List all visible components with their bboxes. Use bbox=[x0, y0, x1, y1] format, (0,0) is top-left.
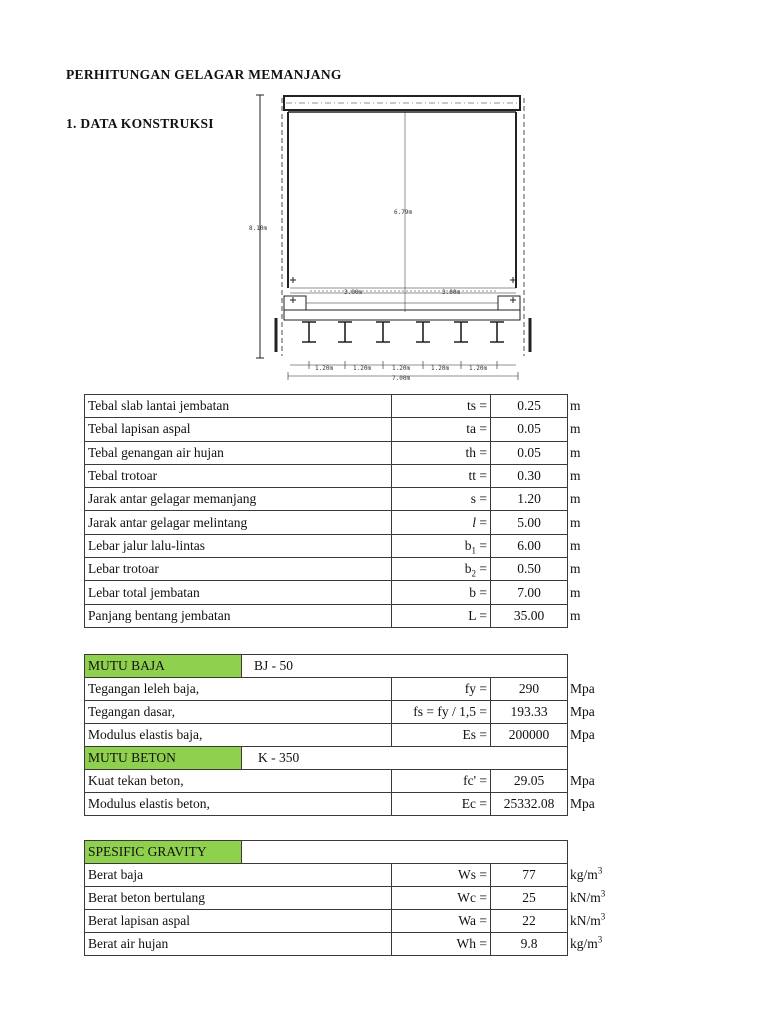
steel-grade-header: MUTU BAJA bbox=[85, 655, 242, 678]
table-row bbox=[85, 534, 622, 557]
spacing-label-3: 1.20m bbox=[392, 365, 411, 372]
table-row bbox=[85, 678, 622, 701]
table-row bbox=[85, 581, 622, 604]
row-symbol: L = bbox=[392, 604, 491, 627]
row-symbol: b = bbox=[392, 581, 491, 604]
row-symbol: Wc = bbox=[392, 887, 491, 910]
table-row bbox=[85, 418, 622, 441]
row-label: Tebal slab lantai jembatan bbox=[85, 395, 392, 418]
total-width-dimension-label: 7.00m bbox=[392, 375, 411, 382]
table-row bbox=[85, 395, 622, 418]
row-unit: $kg/m^3$ bbox=[570, 934, 603, 951]
row-label: Tebal lapisan aspal bbox=[85, 418, 392, 441]
row-unit: Mpa bbox=[570, 773, 595, 788]
table-row bbox=[85, 887, 622, 910]
row-value: 290 bbox=[491, 678, 568, 701]
spacing-label-4: 1.20m bbox=[431, 365, 450, 372]
row-label: Panjang bentang jembatan bbox=[85, 604, 392, 627]
row-value: 25332.08 bbox=[491, 793, 568, 816]
row-value: 0.05 bbox=[491, 418, 568, 441]
row-symbol: Ec = bbox=[392, 793, 491, 816]
row-unit: m bbox=[570, 421, 581, 437]
row-label: Tegangan leleh baja, bbox=[85, 678, 392, 701]
row-label: Tebal trotoar bbox=[85, 464, 392, 487]
spacing-label-1: 1.20m bbox=[315, 365, 334, 372]
table-row bbox=[85, 511, 622, 534]
row-value: 7.00 bbox=[491, 581, 568, 604]
row-symbol: th = bbox=[392, 441, 491, 464]
row-unit: Mpa bbox=[570, 704, 595, 719]
row-unit: m bbox=[570, 561, 581, 577]
document-title: PERHITUNGAN GELAGAR MEMANJANG bbox=[66, 67, 342, 82]
row-symbol: fs = fy / 1,5 = bbox=[392, 701, 491, 724]
row-unit: Mpa bbox=[570, 727, 595, 742]
row-label: Jarak antar gelagar memanjang bbox=[85, 488, 392, 511]
row-symbol: tt = bbox=[392, 464, 491, 487]
row-symbol: fy = bbox=[392, 678, 491, 701]
row-symbol: l = bbox=[392, 511, 491, 534]
row-value: 6.00 bbox=[491, 534, 568, 557]
table-row bbox=[85, 910, 622, 933]
table-row bbox=[85, 558, 622, 581]
materials-table bbox=[84, 654, 622, 816]
row-symbol: fc' = bbox=[392, 770, 491, 793]
concrete-grade-header: MUTU BETON bbox=[85, 747, 242, 770]
table-row bbox=[85, 441, 622, 464]
row-label: Jarak antar gelagar melintang bbox=[85, 511, 392, 534]
row-label: Tegangan dasar, bbox=[85, 701, 392, 724]
row-symbol: Wh = bbox=[392, 933, 491, 956]
row-label: Kuat tekan beton, bbox=[85, 770, 392, 793]
row-unit: m bbox=[570, 584, 581, 600]
table-row bbox=[85, 864, 622, 887]
specific-gravity-header: SPESIFIC GRAVITY bbox=[85, 841, 242, 864]
table-row bbox=[85, 701, 622, 724]
row-label: Berat baja bbox=[85, 864, 392, 887]
row-unit: m bbox=[570, 468, 581, 484]
row-value: 9.8 bbox=[491, 933, 568, 956]
table-row bbox=[85, 793, 622, 816]
row-unit: m bbox=[570, 514, 581, 530]
row-label: Berat lapisan aspal bbox=[85, 910, 392, 933]
row-symbol: Wa = bbox=[392, 910, 491, 933]
table-row bbox=[85, 841, 622, 864]
row-label: Lebar trotoar bbox=[85, 558, 392, 581]
row-unit: m bbox=[570, 537, 581, 553]
row-value: 0.05 bbox=[491, 441, 568, 464]
row-value: 25 bbox=[491, 887, 568, 910]
row-value: 0.25 bbox=[491, 395, 568, 418]
row-unit: $kg/m^3$ bbox=[570, 865, 603, 882]
row-value: 29.05 bbox=[491, 770, 568, 793]
specific-gravity-table bbox=[84, 840, 622, 956]
row-unit: $kN/m^3$ bbox=[570, 888, 606, 905]
lane-right-dimension-label: 3.00m bbox=[442, 289, 461, 296]
row-value: 77 bbox=[491, 864, 568, 887]
table-row bbox=[85, 488, 622, 511]
row-unit: Mpa bbox=[570, 796, 595, 811]
row-value: 22 bbox=[491, 910, 568, 933]
construction-data-table bbox=[84, 394, 622, 628]
row-value: 0.30 bbox=[491, 464, 568, 487]
row-value: 35.00 bbox=[491, 604, 568, 627]
bridge-cross-section-drawing bbox=[240, 90, 540, 385]
row-unit: m bbox=[570, 398, 581, 414]
row-symbol: Ws = bbox=[392, 864, 491, 887]
row-symbol: ts = bbox=[392, 395, 491, 418]
row-label: Modulus elastis baja, bbox=[85, 724, 392, 747]
row-value: 0.50 bbox=[491, 558, 568, 581]
row-symbol: s = bbox=[392, 488, 491, 511]
table-row bbox=[85, 770, 622, 793]
row-symbol: Es = bbox=[392, 724, 491, 747]
steel-grade-value: BJ - 50 bbox=[242, 655, 568, 678]
row-label: Lebar total jembatan bbox=[85, 581, 392, 604]
row-label: Berat air hujan bbox=[85, 933, 392, 956]
height-dimension-label: 8.10m bbox=[249, 225, 268, 232]
table-row bbox=[85, 724, 622, 747]
row-value: 1.20 bbox=[491, 488, 568, 511]
row-symbol: $b_1$ = bbox=[392, 534, 491, 557]
spacing-label-2: 1.20m bbox=[353, 365, 372, 372]
concrete-grade-value: K - 350 bbox=[242, 747, 568, 770]
table-row bbox=[85, 655, 622, 678]
spacing-label-5: 1.20m bbox=[469, 365, 488, 372]
row-label: Modulus elastis beton, bbox=[85, 793, 392, 816]
row-value: 200000 bbox=[491, 724, 568, 747]
row-label: Tebal genangan air hujan bbox=[85, 441, 392, 464]
table-row bbox=[85, 464, 622, 487]
row-unit: m bbox=[570, 607, 581, 623]
row-value: 193.33 bbox=[491, 701, 568, 724]
row-symbol: ta = bbox=[392, 418, 491, 441]
row-value: 5.00 bbox=[491, 511, 568, 534]
row-label: Lebar jalur lalu-lintas bbox=[85, 534, 392, 557]
table-row bbox=[85, 933, 622, 956]
section-heading: 1. DATA KONSTRUKSI bbox=[66, 116, 214, 131]
row-unit: m bbox=[570, 491, 581, 507]
row-unit: m bbox=[570, 444, 581, 460]
row-symbol: $b_2$ = bbox=[392, 558, 491, 581]
row-unit: $kN/m^3$ bbox=[570, 911, 606, 928]
inner-height-dimension-label: 6.79m bbox=[394, 209, 413, 216]
lane-left-dimension-label: 3.00m bbox=[344, 289, 363, 296]
row-label: Berat beton bertulang bbox=[85, 887, 392, 910]
table-row bbox=[85, 604, 622, 627]
row-unit: Mpa bbox=[570, 681, 595, 696]
table-row bbox=[85, 747, 622, 770]
